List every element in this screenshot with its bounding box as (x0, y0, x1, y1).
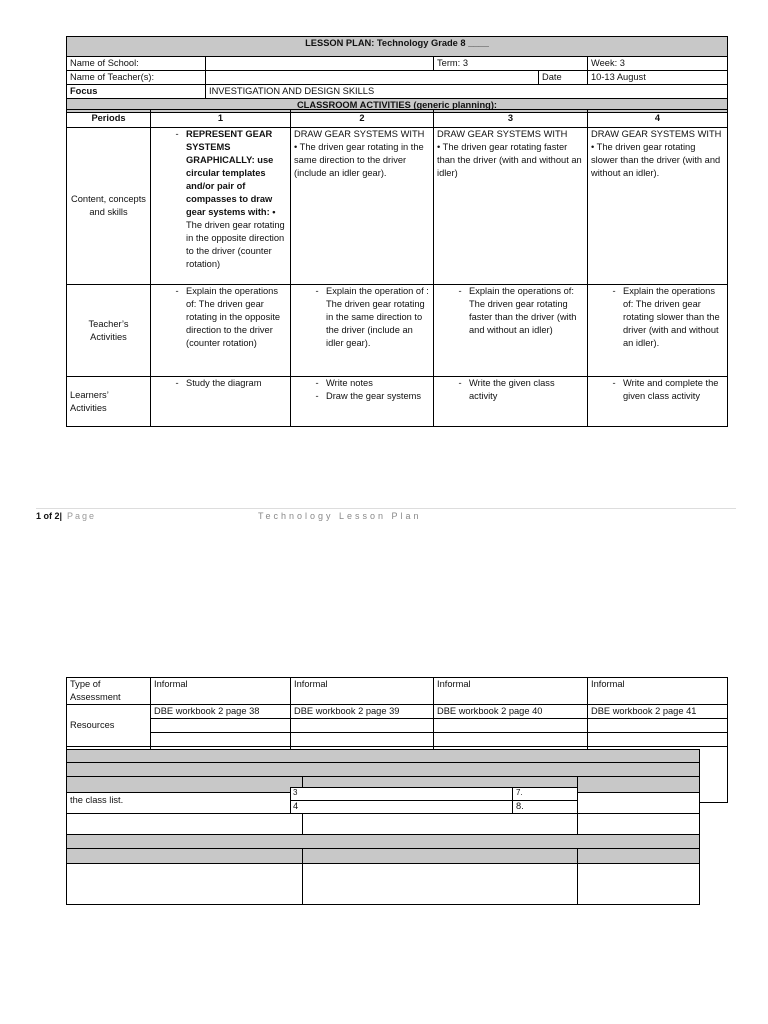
week-label: Week: 3 (588, 57, 728, 71)
teacher-row-label: Teacher’s Activities (67, 285, 151, 377)
period-1: 1 (151, 110, 291, 128)
lower-grey-cell-a (66, 848, 303, 864)
num-3: 3 (293, 788, 298, 797)
assessment-1: Informal (151, 678, 291, 705)
lower-grey-cell-c (577, 848, 700, 864)
period-2: 2 (291, 110, 434, 128)
page-footer (36, 509, 736, 525)
teacher-col-1: - Explain the operations of: The driven gear rotating in the opposite direction to the driver (counter rotation) (151, 285, 291, 377)
lower-box-row-1c (577, 813, 700, 835)
footer-doc-title: Technology Lesson Plan (258, 511, 422, 521)
term-label: Term: 3 (434, 57, 588, 71)
date-label: Date (539, 71, 588, 85)
activities-table (66, 109, 728, 427)
teacher-col-3: - Explain the operations of: The driven gear rotating faster than the driver (with and without an idler) (434, 285, 588, 377)
num-8: 8. (516, 801, 524, 811)
num-4: 4 (293, 801, 299, 811)
lower-box-row-2a (66, 863, 303, 905)
page-number: 1 of 2| (36, 511, 63, 521)
overlay-grey-cell-a (66, 776, 303, 793)
content-col-2: DRAW GEAR SYSTEMS WITH • The driven gear rotating in the same direction to the driver (include an idler gear). (291, 128, 434, 285)
learner-col-3: - Write the given class activity (434, 377, 588, 427)
resource-2: DBE workbook 2 page 39 (291, 705, 434, 719)
content-row-label: Content, concepts and skills (67, 128, 151, 285)
period-4: 4 (588, 110, 728, 128)
period-3: 3 (434, 110, 588, 128)
lesson-plan-title: LESSON PLAN: Technology Grade 8 ____ (67, 37, 728, 57)
learner-col-4: - Write and complete the given class activity (588, 377, 728, 427)
assessment-2: Informal (291, 678, 434, 705)
overlay-divider-left (290, 800, 513, 801)
activities-heading: CLASSROOM ACTIVITIES (generic planning): (67, 99, 728, 113)
overlay-grey-bar-1 (66, 749, 700, 763)
lower-box-row-1a (66, 813, 303, 835)
periods-label: Periods (67, 110, 151, 128)
assessment-4: Informal (588, 678, 728, 705)
resource-4: DBE workbook 2 page 41 (588, 705, 728, 719)
overlay-cell-far-right (577, 792, 700, 814)
lower-box-row-1b (302, 813, 578, 835)
overlay-grey-cell-c (577, 776, 700, 793)
lower-box-row-2c (577, 863, 700, 905)
assessment-label: Type of Assessment (67, 678, 151, 705)
overlay-grey-bar-2 (66, 762, 700, 777)
lesson-plan-table (66, 36, 728, 113)
num-7: 7. (516, 788, 523, 797)
teacher-label: Name of Teacher(s): (67, 71, 206, 85)
content-col-1: - REPRESENT GEAR SYSTEMS GRAPHICALLY: use circular templates and/or pair of compasses to draw gear systems with: • The driven gear rotating in the opposite direction to the driver (counter rotation) (151, 128, 291, 285)
resource-3: DBE workbook 2 page 40 (434, 705, 588, 719)
content-col-4: DRAW GEAR SYSTEMS WITH • The driven gear rotating slower than the driver (with and without an idler). (588, 128, 728, 285)
focus-value: INVESTIGATION AND DESIGN SKILLS (206, 85, 728, 99)
teacher-col-4: - Explain the operations of: The driven gear rotating slower than the driver (with and without an idler). (588, 285, 728, 377)
lower-grey-bar (66, 834, 700, 849)
page-word: Page (67, 511, 97, 521)
lower-box-row-2b (302, 863, 578, 905)
lower-grey-cell-b (302, 848, 578, 864)
assessment-3: Informal (434, 678, 588, 705)
school-label: Name of School: (67, 57, 206, 71)
learner-col-1: - Study the diagram (151, 377, 291, 427)
learner-col-2: - Write notes - Draw the gear systems (291, 377, 434, 427)
teacher-col-2: - Explain the operation of : The driven gear rotating in the same direction to the driver (include an idler gear). (291, 285, 434, 377)
content-col-3: DRAW GEAR SYSTEMS WITH • The driven gear rotating faster than the driver (with and without an idler) (434, 128, 588, 285)
learner-row-label: Learners’ Activities (67, 377, 151, 427)
class-list-text: the class list. (70, 795, 124, 805)
focus-label: Focus (67, 85, 206, 99)
resources-label: Resources (67, 705, 151, 747)
resource-1: DBE workbook 2 page 38 (151, 705, 291, 719)
date-value: 10-13 August (588, 71, 728, 85)
